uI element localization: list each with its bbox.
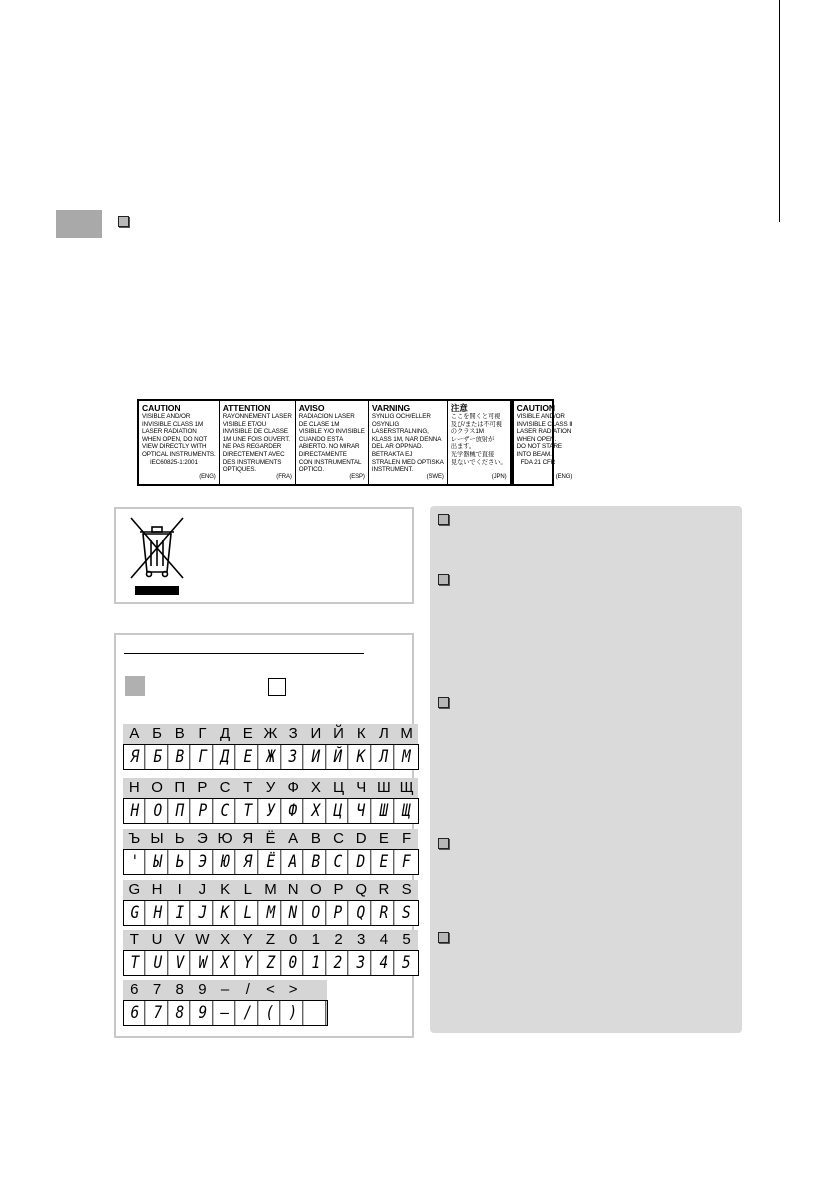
label-column <box>448 401 511 484</box>
label-line: WHEN OPEN, DO NOT <box>142 435 208 443</box>
segment-row <box>123 798 419 824</box>
character-label: 2 <box>327 930 350 950</box>
character-label: 1 <box>305 930 328 950</box>
character-label: H <box>146 880 169 900</box>
segment-glyph: M <box>261 901 280 925</box>
segment-glyph: В <box>171 745 190 769</box>
segment-glyph: Х <box>307 799 326 823</box>
label-line: 見ないでください。 <box>450 458 507 466</box>
label-line: VISIBLE AND/OR <box>142 413 191 420</box>
segment-glyph: Д <box>216 745 235 769</box>
laser-warning-label <box>137 399 573 486</box>
gray-key-square <box>125 676 145 696</box>
segment-glyph: 9 <box>193 1001 212 1025</box>
character-label: Б <box>146 724 169 744</box>
label-line: INTO BEAM. <box>516 450 552 458</box>
character-label: Й <box>327 724 350 744</box>
segment-glyph: Щ <box>402 801 411 821</box>
label-heading: 注意 <box>450 403 468 413</box>
label-lang-code: (ENG) <box>555 474 573 481</box>
label-line: DIRECTEMENT AVEC <box>222 450 285 458</box>
label-line: SYNLIG OCH/ELLER <box>371 413 431 420</box>
segment-glyph: Q <box>352 901 371 925</box>
segment-glyph: Р <box>194 799 213 823</box>
segment-glyph: 0 <box>284 951 303 975</box>
segment-glyph: 1 <box>307 951 326 975</box>
segment-glyph: К <box>352 745 371 769</box>
segment-glyph: K <box>216 901 235 925</box>
segment-glyph: Я <box>126 745 145 769</box>
segment-glyph: Б <box>148 745 167 769</box>
character-row <box>123 930 419 976</box>
segment-glyph: A <box>284 850 303 874</box>
character-label: > <box>282 980 305 1000</box>
letter-row <box>123 829 419 849</box>
label-line: STRÅLEN MED OPTISKA <box>371 458 444 466</box>
note-bullet-icon <box>438 932 449 943</box>
character-row <box>123 880 419 926</box>
segment-glyph: B <box>307 850 326 874</box>
label-line: BETRAKTA EJ <box>371 450 413 458</box>
note-bullet-icon <box>438 838 449 849</box>
label-heading: CAUTION <box>516 403 556 413</box>
character-label: Д <box>214 724 237 744</box>
character-label: Ж <box>259 724 282 744</box>
character-label: T <box>123 930 146 950</box>
segment-glyph <box>306 1001 325 1025</box>
segment-glyph: 6 <box>126 1001 145 1025</box>
label-heading: ATTENTION <box>222 403 271 413</box>
note-bullet-icon <box>438 697 449 708</box>
character-label: K <box>214 880 237 900</box>
segment-glyph: Ь <box>171 850 190 874</box>
character-label: D <box>350 829 373 849</box>
character-row <box>123 980 328 1026</box>
label-line: 光学器械で直接 <box>450 450 495 458</box>
character-label: И <box>305 724 328 744</box>
label-line: INVISIBLE CLASS Ⅱ <box>516 420 573 428</box>
segment-glyph: U <box>148 951 167 975</box>
segment-row <box>123 1000 328 1026</box>
segment-glyph: Ш <box>374 799 393 823</box>
segment-glyph: – <box>216 1001 235 1025</box>
label-line: NE PAS REGARDER <box>222 443 282 451</box>
label-line: OPTIQUES. <box>222 466 257 474</box>
character-label: A <box>282 829 305 849</box>
character-label: C <box>327 829 350 849</box>
character-label: Щ <box>395 778 418 798</box>
character-label: М <box>395 724 418 744</box>
heading-underline <box>124 653 364 654</box>
character-label: 3 <box>350 930 373 950</box>
character-row <box>123 778 419 824</box>
character-label: Ф <box>282 778 305 798</box>
blank-key-square <box>268 678 286 696</box>
label-lang-code: (ESP) <box>349 474 365 481</box>
character-label: Z <box>259 930 282 950</box>
character-label: X <box>214 930 237 950</box>
label-line: CUANDO ESTÁ <box>298 435 344 443</box>
segment-glyph: Y <box>239 951 258 975</box>
segment-glyph: I <box>171 901 190 925</box>
character-label: Ю <box>214 829 237 849</box>
character-label: J <box>191 880 214 900</box>
character-label: Q <box>350 880 373 900</box>
label-line: DIRECTAMENTE <box>298 450 347 458</box>
label-column <box>369 401 448 484</box>
label-line: RADIACIÓN LÁSER <box>298 413 355 420</box>
character-label: Т <box>236 778 259 798</box>
character-label: Y <box>236 930 259 950</box>
character-label: S <box>395 880 418 900</box>
character-label: – <box>214 980 237 1000</box>
label-line: のクラス1M <box>450 428 484 436</box>
character-label: Э <box>191 829 214 849</box>
section-tab <box>56 210 102 238</box>
character-label: 6 <box>123 980 146 1000</box>
character-label: O <box>305 880 328 900</box>
segment-glyph: Ф <box>284 799 303 823</box>
label-line: DEL ÄR ÖPPNAD. <box>371 443 424 451</box>
character-label: R <box>373 880 396 900</box>
character-label: I <box>168 880 191 900</box>
character-label: С <box>214 778 237 798</box>
label-line: KLASS 1M, NÄR DENNA <box>371 435 442 443</box>
segment-glyph: S <box>402 903 411 923</box>
character-label: 4 <box>373 930 396 950</box>
character-label: L <box>236 880 259 900</box>
character-label: П <box>168 778 191 798</box>
segment-glyph: C <box>329 850 348 874</box>
note-bullet-icon <box>438 574 449 585</box>
label-line: RAYONNEMENT LASER <box>222 413 292 420</box>
crossed-out-bin-icon <box>127 516 187 598</box>
segment-glyph: H <box>148 901 167 925</box>
segment-glyph: Я <box>239 850 258 874</box>
segment-glyph: X <box>216 951 235 975</box>
letter-row <box>123 724 419 744</box>
segment-glyph: R <box>374 901 393 925</box>
segment-glyph: P <box>329 901 348 925</box>
label-line: VIEW DIRECTLY WITH <box>142 443 207 451</box>
segment-glyph: Ц <box>329 799 348 823</box>
character-label: Р <box>191 778 214 798</box>
segment-glyph: 4 <box>374 951 393 975</box>
segment-row <box>123 950 419 976</box>
label-line: VISIBLE Y/O INVISIBLE <box>298 428 365 436</box>
character-label: В <box>168 724 191 744</box>
segment-glyph: E <box>374 850 393 874</box>
character-label: Я <box>236 829 259 849</box>
character-label: W <box>191 930 214 950</box>
segment-glyph: Т <box>239 799 258 823</box>
segment-glyph: Z <box>261 951 280 975</box>
segment-glyph: 8 <box>171 1001 190 1025</box>
label-line: OSYNLIG <box>371 420 400 428</box>
character-label: G <box>123 880 146 900</box>
label-lang-code: (ENG) <box>199 474 216 481</box>
label-heading: VARNING <box>371 403 411 413</box>
character-label: Г <box>191 724 214 744</box>
segment-glyph: У <box>261 799 280 823</box>
segment-glyph: Ё <box>261 850 280 874</box>
character-label <box>305 980 328 1000</box>
segment-glyph: / <box>239 1001 258 1025</box>
segment-glyph: Ю <box>216 850 235 874</box>
character-label: О <box>146 778 169 798</box>
segment-glyph: Ж <box>261 745 280 769</box>
label-line: DE CLASE 1M <box>298 420 340 428</box>
character-label: 7 <box>146 980 169 1000</box>
segment-glyph: ' <box>126 850 145 874</box>
segment-glyph: 3 <box>352 951 371 975</box>
character-label: 5 <box>395 930 418 950</box>
segment-glyph: С <box>216 799 235 823</box>
segment-glyph: F <box>402 852 411 872</box>
segment-row <box>123 900 419 926</box>
character-label: К <box>350 724 373 744</box>
label-line: レーザー放射が <box>450 435 495 443</box>
character-label: N <box>282 880 305 900</box>
letter-row <box>123 930 419 950</box>
label-line: 1M UNE FOIS OUVERT. <box>222 435 290 443</box>
character-label: У <box>259 778 282 798</box>
segment-glyph: N <box>284 901 303 925</box>
segment-glyph: Н <box>126 799 145 823</box>
character-label: Ь <box>168 829 191 849</box>
character-label: Ч <box>350 778 373 798</box>
segment-glyph: Й <box>329 745 348 769</box>
character-label: Е <box>236 724 259 744</box>
segment-glyph: Ы <box>148 850 167 874</box>
character-label: Н <box>123 778 146 798</box>
label-lang-code: (FRA) <box>276 474 292 481</box>
letter-row <box>123 980 328 1000</box>
segment-glyph: L <box>239 901 258 925</box>
label-line: OPTICAL INSTRUMENTS. <box>142 450 216 458</box>
label-lang-code: (JPN) <box>491 474 507 481</box>
disposal-notice-box <box>114 507 414 604</box>
segment-glyph: G <box>126 901 145 925</box>
label-column <box>139 401 220 484</box>
note-bullet-icon <box>438 514 449 525</box>
segment-glyph: Г <box>194 745 213 769</box>
margin-rule <box>779 0 780 222</box>
label-line: VISIBLE AND/OR <box>516 413 565 420</box>
label-line: DO NOT STARE <box>516 443 563 451</box>
label-column <box>511 401 576 484</box>
label-line: 及び/または不可視 <box>450 420 503 428</box>
segment-glyph: T <box>126 951 145 975</box>
character-label: / <box>236 980 259 1000</box>
segment-glyph: Ч <box>352 799 371 823</box>
label-line: 出ます。 <box>450 443 476 451</box>
segment-glyph: ) <box>284 1001 303 1025</box>
character-label: А <box>123 724 146 744</box>
character-label: 0 <box>282 930 305 950</box>
character-label: B <box>305 829 328 849</box>
character-label: Ш <box>373 778 396 798</box>
segment-glyph: Е <box>239 745 258 769</box>
segment-glyph: З <box>284 745 303 769</box>
segment-glyph: D <box>352 850 371 874</box>
label-line: INSTRUMENT. <box>371 466 414 474</box>
label-line: IEC60825-1:2001 <box>150 458 198 466</box>
label-heading: AVISO <box>298 403 325 413</box>
label-line: WHEN OPEN. <box>516 435 557 443</box>
segment-row <box>123 849 419 875</box>
segment-glyph: 7 <box>148 1001 167 1025</box>
section-bullet-icon <box>118 216 129 227</box>
character-label: 8 <box>168 980 191 1000</box>
label-line: VISIBLE ET/OU <box>222 420 267 428</box>
label-line: INVISIBLE DE CLASSE <box>222 428 288 436</box>
label-line: LASER RADIATION <box>516 428 572 436</box>
segment-glyph: W <box>194 951 213 975</box>
character-label: 9 <box>191 980 214 1000</box>
label-line: CON INSTRUMENTAL <box>298 458 362 466</box>
label-line: LASER RADIATION <box>142 428 197 436</box>
segment-glyph: 5 <box>402 953 411 973</box>
segment-glyph: П <box>171 799 190 823</box>
character-label: Х <box>305 778 328 798</box>
letter-row <box>123 880 419 900</box>
label-line: FDA 21 CFR <box>520 458 556 466</box>
character-label: Ё <box>259 829 282 849</box>
character-label: < <box>259 980 282 1000</box>
label-column <box>296 401 369 484</box>
character-label: V <box>168 930 191 950</box>
character-label: M <box>259 880 282 900</box>
character-label: З <box>282 724 305 744</box>
label-line: LASERSTRÅLNING, <box>371 428 429 436</box>
label-line: DES INSTRUMENTS <box>222 458 282 466</box>
segment-glyph: J <box>194 901 213 925</box>
character-label: Ц <box>327 778 350 798</box>
character-label: E <box>373 829 396 849</box>
label-line: ここを開くと可視 <box>450 413 501 420</box>
character-label: Ъ <box>123 829 146 849</box>
character-row <box>123 724 419 770</box>
label-column <box>220 401 296 484</box>
segment-glyph: О <box>148 799 167 823</box>
character-label: Ы <box>146 829 169 849</box>
segment-glyph: Э <box>194 850 213 874</box>
label-line: INVISIBLE CLASS 1M <box>142 420 204 428</box>
segment-glyph: 2 <box>329 951 348 975</box>
label-line: ABIERTO. NO MIRAR <box>298 443 360 451</box>
segment-glyph: М <box>402 747 411 767</box>
notes-panel <box>430 506 742 1033</box>
label-line: ÓPTICO. <box>298 466 324 474</box>
segment-glyph: V <box>171 951 190 975</box>
segment-glyph: И <box>307 745 326 769</box>
segment-row <box>123 744 419 770</box>
character-label: Л <box>373 724 396 744</box>
character-label: P <box>327 880 350 900</box>
label-heading: CAUTION <box>142 403 181 413</box>
segment-glyph: Л <box>374 745 393 769</box>
segment-glyph: ( <box>261 1001 280 1025</box>
label-lang-code: (SWE) <box>426 474 444 481</box>
character-label: F <box>395 829 418 849</box>
character-row <box>123 829 419 875</box>
segment-glyph: O <box>307 901 326 925</box>
letter-row <box>123 778 419 798</box>
character-label: U <box>146 930 169 950</box>
